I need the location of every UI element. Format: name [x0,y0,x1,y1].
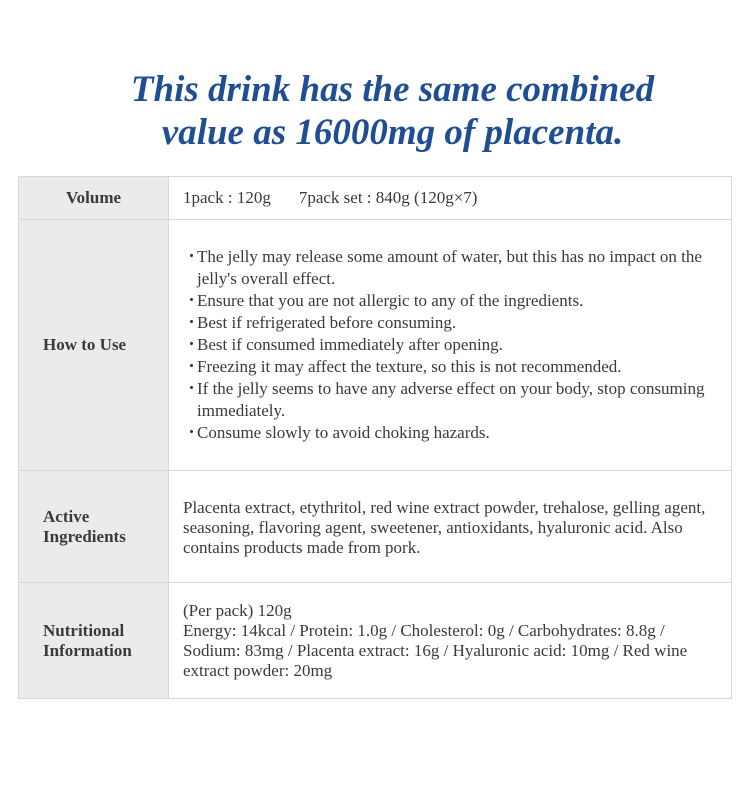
list-item [183,356,721,378]
nutritional-information-row [19,583,732,699]
list-item [183,312,721,334]
nutritional-information-label-line-2: Information [43,640,132,660]
how-to-use-item: Ensure that you are not allergic to any of the ingredients. [197,291,584,310]
headline-line-2: value as 16000mg of placenta. [161,112,624,153]
volume-value [169,177,732,220]
product-spec-table [18,176,732,699]
list-item [183,290,721,312]
nutritional-information-label-line-1: Nutritional [43,620,125,640]
active-ingredients-label-line-2: Ingredients [43,526,126,546]
list-item [183,378,721,422]
list-item [183,422,721,444]
active-ingredients-value: Placenta extract, etythritol, red wine extract powder, trehalose, gelling agent, seasoning, flavoring agent, sweetener, antioxidants, hyaluronic acid. Also contains products made from pork. [169,471,732,583]
headline [0,68,750,154]
how-to-use-item: The jelly may release some amount of water, but this has no impact on the jelly's overall effect. [197,247,702,288]
nutrition-facts: Energy: 14kcal / Protein: 1.0g / Cholesterol: 0g / Carbohydrates: 8.8g / Sodium: 83mg / Placenta extract: 16g / Hyaluronic acid: 10mg / Red wine extract powder: 20mg [183,620,688,680]
nutrition-per-pack: (Per pack) 120g [183,600,292,620]
bullet-icon: ・ [183,335,200,354]
bullet-icon: ・ [183,357,200,376]
bullet-icon: ・ [183,423,200,442]
headline-line-1: This drink has the same combined [130,69,655,110]
how-to-use-item: Best if refrigerated before consuming. [197,313,457,332]
active-ingredients-label-line-1: Active [43,506,90,526]
volume-pack: 1pack : 120g [183,188,271,207]
how-to-use-item: Best if consumed immediately after opening. [197,335,503,354]
bullet-icon: ・ [183,247,200,266]
active-ingredients-label [19,471,169,583]
active-ingredients-row [19,471,732,583]
nutritional-information-label [19,583,169,699]
list-item [183,246,721,290]
how-to-use-list [183,246,721,444]
volume-row [19,177,732,220]
nutritional-information-value [169,583,732,699]
bullet-icon: ・ [183,379,200,398]
list-item [183,334,721,356]
volume-set: 7pack set : 840g (120g×7) [298,188,478,207]
how-to-use-row [19,220,732,471]
how-to-use-label: How to Use [19,220,169,471]
how-to-use-value [169,220,732,471]
bullet-icon: ・ [183,291,200,310]
how-to-use-item: If the jelly seems to have any adverse effect on your body, stop consuming immediately. [197,379,705,420]
volume-label: Volume [19,177,169,220]
how-to-use-item: Consume slowly to avoid choking hazards. [197,423,490,442]
how-to-use-item: Freezing it may affect the texture, so this is not recommended. [197,357,622,376]
bullet-icon: ・ [183,313,200,332]
